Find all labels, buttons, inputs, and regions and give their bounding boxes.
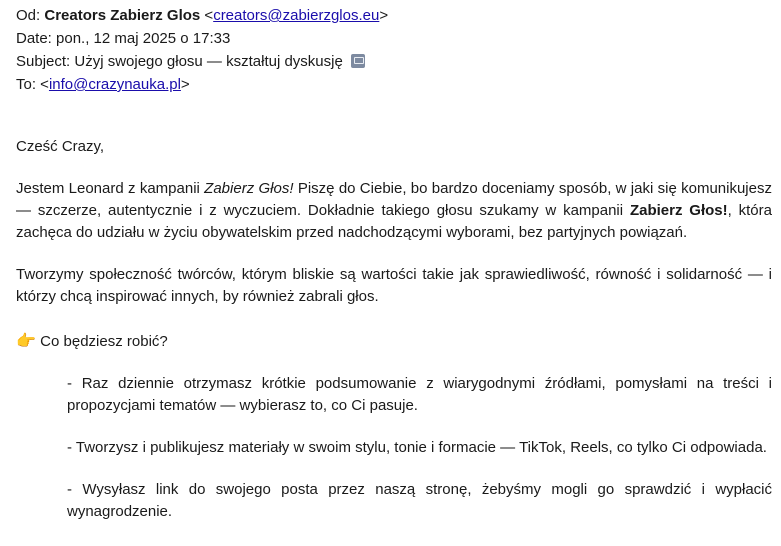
pointing-hand-icon: 👉 [16,331,36,350]
list-item: - Wysyłasz link do swojego posta przez naszą stronę, żebyśmy mogli go sprawdzić i wypłacić wynagrodzenie. [67,481,772,520]
subject-value: Użyj swojego głosu — kształtuj dyskusję [74,53,343,70]
ballot-box-icon [351,54,365,68]
email-view [16,4,772,523]
campaign-name-bold: Zabierz Głos! [629,202,728,219]
date-value: pon., 12 maj 2025 o 17:33 [56,30,231,47]
sender-email-link[interactable]: creators@zabierzglos.eu [213,7,380,24]
subject-label: Subject: [16,53,71,70]
paragraph-community: Tworzymy społeczność twórców, którym bliskie są wartości takie jak sprawiedliwość, równość i solidarność — i którzy chcą inspirować innych, by również zabrali głos. [16,266,772,305]
paragraph-intro: Jestem Leonard z kampanii Zabierz Głos! Piszę do Ciebie, bo bardzo doceniamy sposób, w jaki się komunikujesz — szczerze, autentycznie i z wyczuciem. Dokładnie takiego głosu szukamy w kampanii Zabierz Głos!, która zachęca do udziału w życiu obywatelskim przed nadchodzącymi wyborami, bez partyjnych powiązań. [16,180,772,241]
greeting: Cześć Crazy, [16,138,105,155]
subject-line [16,50,772,73]
date-line [16,27,772,50]
campaign-name-italic: Zabierz Głos! [204,180,294,197]
section-title: Co będziesz robić? [40,333,168,350]
task-list [67,373,772,523]
list-item: - Raz dziennie otrzymasz krótkie podsumowanie z wiarygodnymi źródłami, pomysłami na treści i propozycjami tematów — wybierasz to, co Ci pasuje. [67,375,772,414]
section-heading [16,330,772,353]
list-item: - Tworzysz i publikujesz materiały w swoim stylu, tonie i formacie — TikTok, Reels, co tylko Ci odpowiada. [67,439,767,456]
from-line: Od: Creators Zabierz Glos <creators@zabierzglos.eu> [16,7,389,24]
from-label: Od: [16,7,41,24]
to-label: To: [16,76,37,93]
date-label: Date: [16,30,52,47]
sender-name: Creators Zabierz Glos [44,7,201,24]
to-line: To: <info@crazynauka.pl> [16,76,190,93]
recipient-email-link[interactable]: info@crazynauka.pl [48,76,181,93]
